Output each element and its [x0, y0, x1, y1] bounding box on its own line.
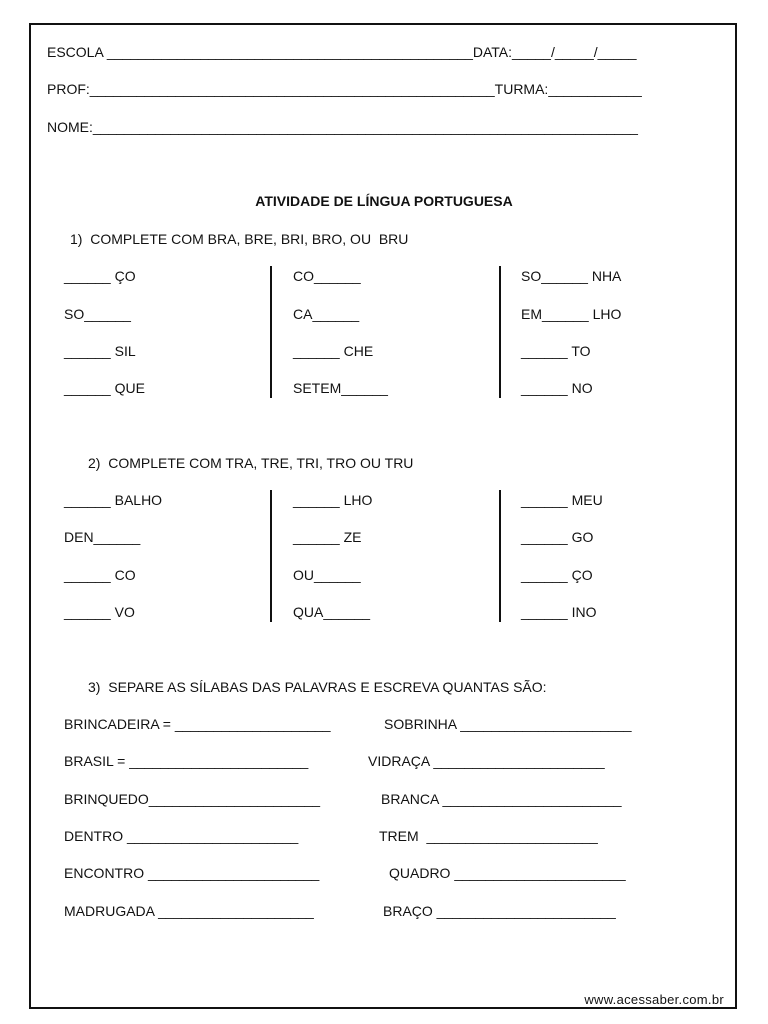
q1-col1-item: ______ QUE [64, 380, 145, 396]
q2-col1-item: ______ CO [64, 567, 136, 583]
q2-col1-item: DEN______ [64, 529, 141, 545]
q2-col1-item: ______ BALHO [64, 492, 163, 508]
q3-word-left: BRINCADEIRA = ____________________ [64, 716, 331, 732]
teacher-field: PROF:____________________________________________________TURMA:____________ [47, 81, 642, 97]
q3-word-left: DENTRO ______________________ [64, 828, 299, 844]
q1-col2-item: CO______ [293, 268, 361, 284]
q2-col2-item: ______ ZE [293, 529, 362, 545]
q3-word-right: VIDRAÇA ______________________ [368, 753, 605, 769]
footer-website: www.acessaber.com.br [584, 992, 724, 1007]
q1-col2-item: SETEM______ [293, 380, 388, 396]
q3-word-left: BRASIL = _______________________ [64, 753, 309, 769]
q2-col3-item: ______ ÇO [521, 567, 593, 583]
q1-col3-item: EM______ LHO [521, 306, 622, 322]
q3-word-right: BRAÇO _______________________ [383, 903, 616, 919]
q1-col2-item: CA______ [293, 306, 360, 322]
q3-word-right: TREM ______________________ [379, 828, 598, 844]
q3-word-left: ENCONTRO ______________________ [64, 865, 320, 881]
q2-col3-item: ______ INO [521, 604, 597, 620]
q1-col1-item: ______ SIL [64, 343, 136, 359]
q1-col3-item: ______ TO [521, 343, 591, 359]
q1-instruction: 1) COMPLETE COM BRA, BRE, BRI, BRO, OU BRU [70, 231, 409, 247]
q2-col2-item: ______ LHO [293, 492, 373, 508]
q1-col2-item: ______ CHE [293, 343, 374, 359]
q2-divider-left [270, 490, 272, 622]
q2-divider-right [499, 490, 501, 622]
q2-col1-item: ______ VO [64, 604, 135, 620]
q1-col1-item: SO______ [64, 306, 131, 322]
q1-divider-left [270, 266, 272, 398]
name-field: NOME:______________________________________________________________________ [47, 119, 638, 135]
q2-col3-item: ______ GO [521, 529, 594, 545]
q1-divider-right [499, 266, 501, 398]
q2-col3-item: ______ MEU [521, 492, 603, 508]
q1-col1-item: ______ ÇO [64, 268, 136, 284]
school-field: ESCOLA _______________________________________________DATA:_____/_____/_____ [47, 44, 637, 60]
q1-col3-item: ______ NO [521, 380, 593, 396]
q2-col2-item: OU______ [293, 567, 361, 583]
q3-word-right: QUADRO ______________________ [389, 865, 626, 881]
q3-word-right: SOBRINHA ______________________ [384, 716, 632, 732]
q2-instruction: 2) COMPLETE COM TRA, TRE, TRI, TRO OU TRU [88, 455, 414, 471]
worksheet-border [29, 23, 737, 1009]
worksheet-title: ATIVIDADE DE LÍNGUA PORTUGUESA [255, 193, 513, 209]
q3-word-left: MADRUGADA ____________________ [64, 903, 314, 919]
q3-instruction: 3) SEPARE AS SÍLABAS DAS PALAVRAS E ESCREVA QUANTAS SÃO: [88, 679, 547, 695]
q1-col3-item: SO______ NHA [521, 268, 622, 284]
q3-word-right: BRANCA _______________________ [381, 791, 622, 807]
q3-word-left: BRINQUEDO______________________ [64, 791, 321, 807]
q2-col2-item: QUA______ [293, 604, 371, 620]
